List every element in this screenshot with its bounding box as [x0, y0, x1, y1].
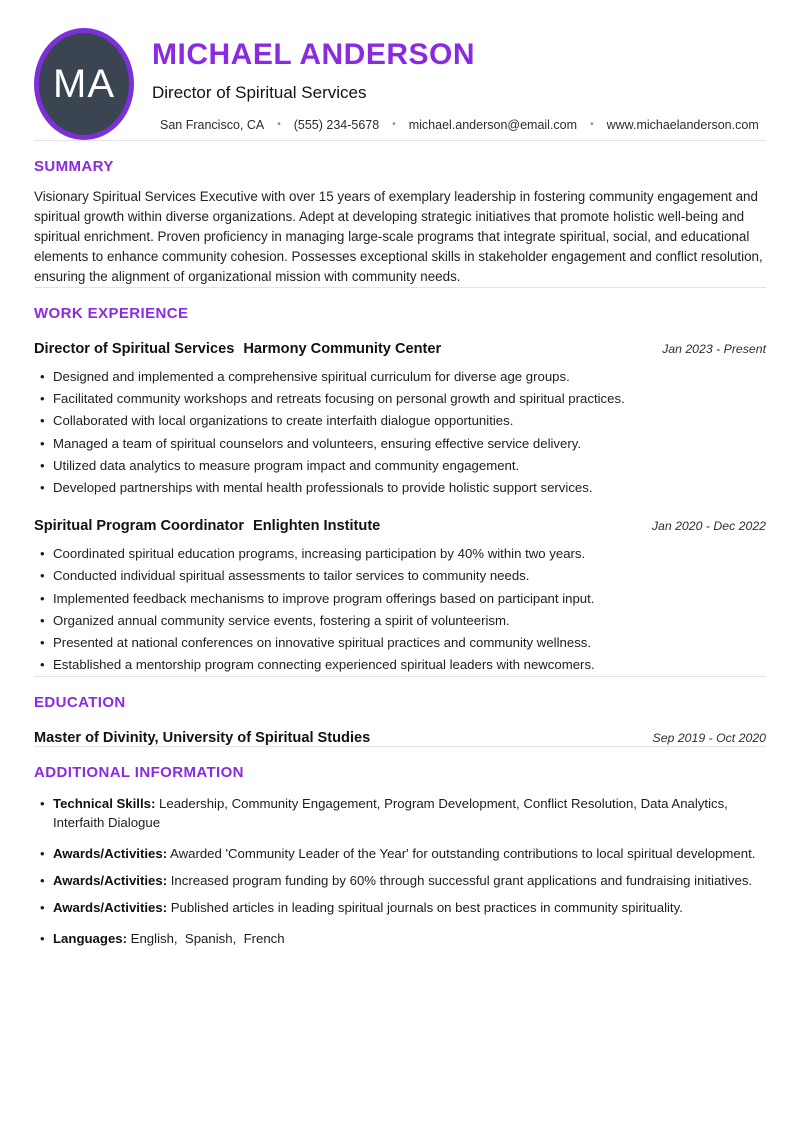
info-item-text: Published articles in leading spiritual journals on best practices in community spirituality. [167, 900, 683, 916]
info-item-text: Leadership, Community Engagement, Program Development, Conflict Resolution, Data Analytics, Interfaith Dialogue [53, 796, 732, 831]
job-bullet: • Facilitated community workshops and retreats focusing on personal growth and spiritual practices. [53, 388, 766, 410]
section-divider [34, 140, 766, 141]
job-entry [34, 518, 766, 676]
info-item-label: Languages: [53, 931, 128, 947]
avatar [34, 28, 134, 140]
additional-info-list [34, 794, 766, 948]
job-role: Spiritual Program Coordinator [34, 518, 245, 535]
summary-text: Visionary Spiritual Services Executive with over 15 years of exemplary leadership in fostering community engagement and spiritual growth within diverse organizations. Adept at developing strategic initiatives that promote holistic well-being and spiritual enrichment. Proven proficiency in managing large-scale programs that integrate spiritual, social, and educational elements to enhance community cohesion. Possesses exceptional skills in stakeholder engagement and conflict resolution, ensuring the alignment of organizational mission with community needs. [34, 189, 763, 284]
contact-line [160, 118, 759, 132]
header-text [152, 28, 759, 132]
job-bullet: • Established a mentorship program connecting experienced spiritual leaders with newcomers. [53, 654, 766, 676]
job-bullet: • Implemented feedback mechanisms to improve program offerings based on participant input. [53, 588, 766, 610]
job-bullet: • Coordinated spiritual education programs, increasing participation by 40% within two years. [53, 543, 766, 565]
job-bullet: • Designed and implemented a comprehensive spiritual curriculum for diverse age groups. [53, 366, 766, 388]
job-title-line [34, 518, 380, 534]
section-divider [34, 676, 766, 677]
education-dates: Sep 2019 - Oct 2020 [652, 731, 766, 746]
job-dates: Jan 2023 - Present [662, 342, 766, 356]
info-item [53, 844, 766, 863]
job-dates: Jan 2020 - Dec 2022 [651, 519, 766, 534]
additional-info-section [34, 764, 766, 948]
section-divider [34, 746, 766, 747]
job-role: Director of Spiritual Services [34, 341, 235, 357]
education-degree: Master of Divinity, University of Spiritual Studies [34, 730, 371, 747]
info-item [53, 871, 766, 890]
contact-email: michael.anderson@email.com [408, 118, 578, 132]
info-item-label: Awards/Activities: [53, 846, 168, 862]
dot-separator: • [392, 119, 396, 130]
resume-header [34, 28, 766, 140]
info-item-text: Awarded 'Community Leader of the Year' for outstanding contributions to local spiritual development. [167, 846, 756, 862]
job-bullet: • Developed partnerships with mental health professionals to provide holistic support services. [53, 477, 766, 499]
experience-section [34, 305, 766, 676]
info-item-text: English, Spanish, French [127, 931, 285, 947]
info-item-label: Awards/Activities: [53, 873, 168, 889]
job-title-line [34, 341, 441, 357]
candidate-title: Director of Spiritual Services [152, 83, 367, 102]
info-item-label: Technical Skills: [53, 796, 156, 812]
job-header-row [34, 341, 766, 357]
summary-heading: SUMMARY [34, 158, 114, 175]
summary-section [34, 158, 766, 287]
job-company: Harmony Community Center [243, 341, 442, 357]
info-item [53, 898, 766, 917]
job-bullet-list [34, 543, 766, 676]
section-divider [34, 287, 766, 288]
job-bullet-list [34, 366, 766, 499]
info-item-text: Increased program funding by 60% through successful grant applications and fundraising initiatives. [167, 873, 753, 889]
experience-heading: WORK EXPERIENCE [34, 305, 189, 322]
job-bullet: • Presented at national conferences on innovative spiritual practices and community wellness. [53, 632, 766, 654]
job-entry [34, 341, 766, 499]
job-company: Enlighten Institute [253, 518, 381, 535]
job-bullet: • Collaborated with local organizations to create interfaith dialogue opportunities. [53, 410, 766, 432]
contact-phone: (555) 234-5678 [293, 118, 380, 132]
education-row [34, 730, 766, 746]
dot-separator: • [277, 119, 281, 130]
job-bullet: • Managed a team of spiritual counselors and volunteers, ensuring effective service delivery. [53, 433, 766, 455]
dot-separator: • [590, 119, 594, 130]
info-item-label: Awards/Activities: [53, 900, 168, 916]
candidate-name: MICHAEL ANDERSON [152, 38, 476, 71]
job-bullet: • Conducted individual spiritual assessments to tailor services to community needs. [53, 565, 766, 587]
job-bullet: • Organized annual community service events, fostering a spirit of volunteerism. [53, 610, 766, 632]
education-section [34, 694, 766, 746]
additional-info-heading: ADDITIONAL INFORMATION [34, 764, 244, 782]
education-heading: EDUCATION [34, 694, 126, 712]
contact-website: www.michaelanderson.com [606, 118, 759, 132]
avatar-initials: MA [53, 61, 115, 106]
info-item [53, 929, 766, 948]
info-item [53, 794, 766, 832]
contact-location: San Francisco, CA [160, 118, 265, 132]
job-bullet: • Utilized data analytics to measure program impact and community engagement. [53, 455, 766, 477]
job-header-row [34, 518, 766, 534]
